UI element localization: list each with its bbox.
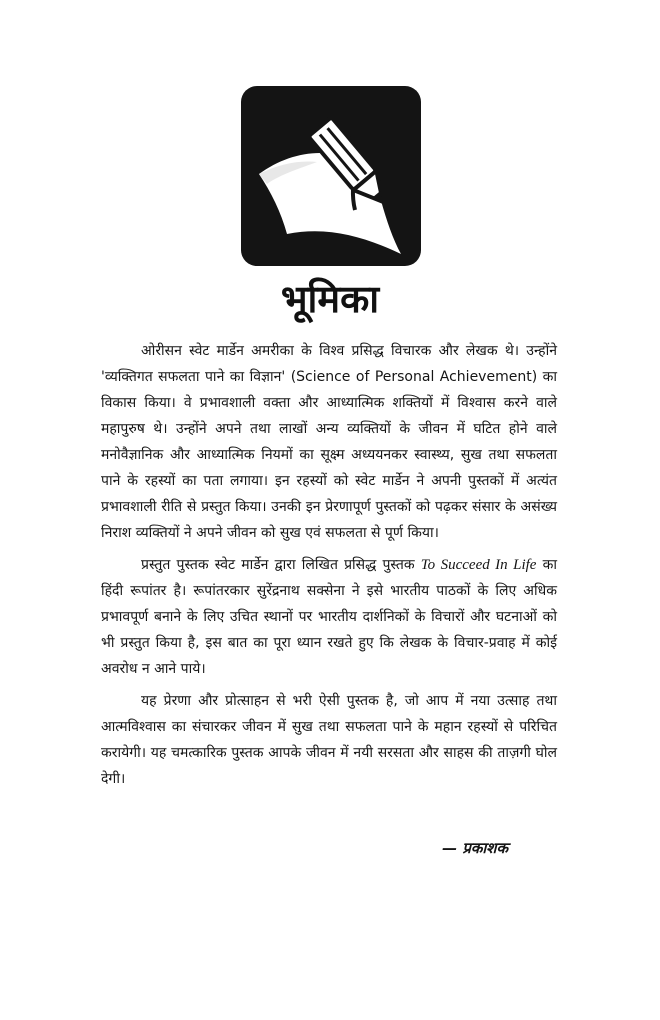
paragraph-1: ओरीसन स्वेट मार्डेन अमरीका के विश्व प्रसिद्ध विचारक और लेखक थे। उन्होंने 'व्यक्तिगत सफलता पाने का विज्ञान' (Science of Personal Achievement) का विकास किया। वे प्रभावशाली वक्ता और आध्यात्मिक शक्तियों में विश्वास करने वाले महापुरुष थे। उन्होंने अपने तथा लाखों अन्य व्यक्तियों के जीवन में घटित होने वाले मनोवैज्ञानिक और आध्यात्मिक नियमों का सूक्ष्म अध्ययनकर स्वास्थ्य, सुख तथा सफलता पाने के रहस्यों का पता लगाया। इन रहस्यों को स्वेट मार्डेन ने अपनी पुस्तकों में अत्यंत प्रभावशाली रीति से प्रस्तुत किया। उनकी इन प्रेरणापूर्ण पुस्तकों को पढ़कर संसार के असंख्य निराश व्यक्तियों ने अपने जीवन को सुख एवं सफलता से पूर्ण किया।	[101, 343, 557, 541]
publisher-signature: — प्रकाशक	[442, 839, 508, 857]
paper-and-pencil-icon	[241, 86, 421, 266]
page-title: भूमिका	[280, 277, 380, 321]
paragraph-2-end: का हिंदी रूपांतर है। रूपांतरकार सुरेंद्रनाथ सक्सेना ने इसे भारतीय पाठकों के लिए अधिक प्रभावपूर्ण बनाने के लिए उचित स्थानों पर भारतीय दार्शनिकों के विचारों और घटनाओं को भी प्रस्तुत किया है, इस बात का पूरा ध्यान रखते हुए कि लेखक के विचार-प्रवाह में कोई अवरोध न आने पाये।	[101, 557, 557, 677]
book-title: To Succeed In Life	[420, 557, 537, 573]
paragraph-3: यह प्रेरणा और प्रोत्साहन से भरी ऐसी पुस्तक है, जो आप में नया उत्साह तथा आत्मविश्वास का संचारकर जीवन में सुख तथा सफलता पाने के महान रहस्यों से परिचित करायेगी। यह चमत्कारिक पुस्तक आपके जीवन में नयी सरसता और साहस की ताज़गी घोल देगी।	[101, 693, 557, 787]
paragraph-2	[101, 552, 557, 682]
preface-body	[101, 338, 557, 798]
paragraph-2-start: प्रस्तुत पुस्तक स्वेट मार्डेन द्वारा लिखित प्रसिद्ध पुस्तक	[141, 557, 421, 573]
